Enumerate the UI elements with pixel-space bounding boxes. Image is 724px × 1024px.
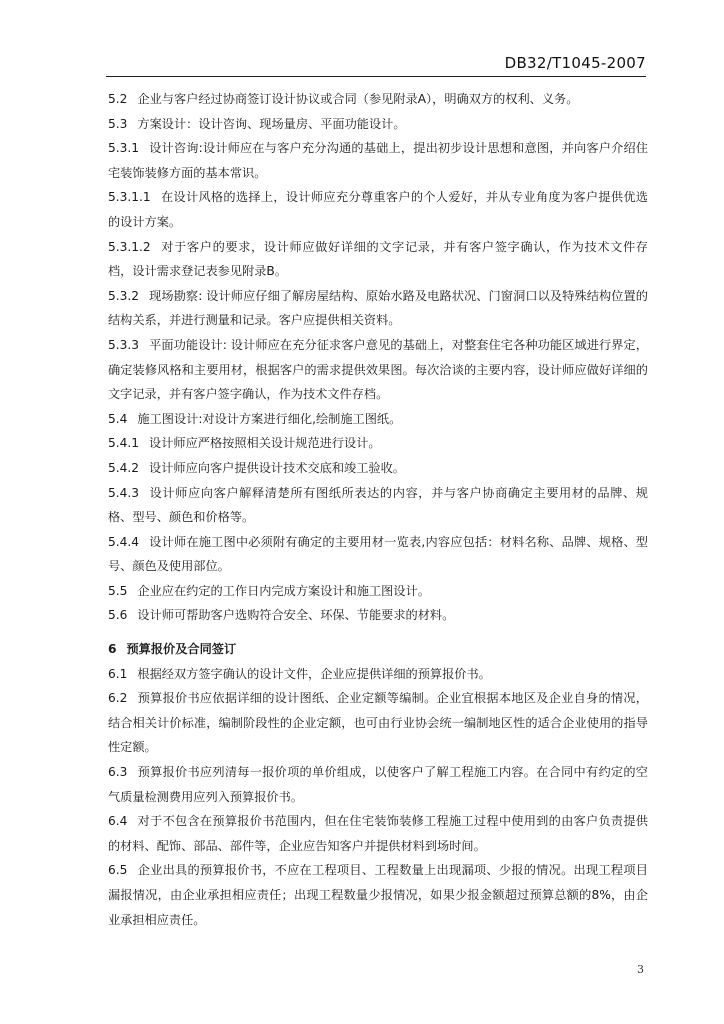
clause-5-6 [108, 603, 648, 628]
clause-text: 预算报价书应列清每一报价项的单价组成，以使客户了解工程施工内容。在合同中有约定的空气质量检测费用应列入预算报价书。 [108, 765, 648, 804]
clause-text: 施工图设计:对设计方案进行细化,绘制施工图纸。 [137, 411, 402, 426]
clause-text: 设计师应向客户解释清楚所有图纸所表达的内容，并与客户协商确定主要用材的品牌、规格、型号、颜色和价格等。 [108, 485, 648, 525]
clause-number: 5.3.1.2 [108, 239, 151, 254]
clause-text: 企业应在约定的工作日内完成方案设计和施工图设计。 [137, 583, 430, 598]
clause-5-3 [108, 112, 648, 137]
clause-text: 方案设计：设计咨询、现场量房、平面功能设计。 [137, 116, 406, 131]
header-divider [106, 76, 646, 77]
clause-text: 企业与客户经过协商签订设计协议或合同（参见附录A），明确双方的权利、义务。 [137, 92, 579, 106]
clause-number: 5.4.2 [108, 460, 140, 475]
clause-text: 现场勘察: 设计师应仔细了解房屋结构、原始水路及电路状况、门窗洞口以及特殊结构位置的结构关系，并进行测量和记录。客户应提供相关资料。 [108, 288, 648, 328]
clause-number: 5.3.3 [108, 337, 140, 352]
clause-text: 平面功能设计: 设计师应在充分征求客户意见的基础上，对整套住宅各种功能区域进行界定，确定装修风格和主要用材，根据客户的需求提供效果图。每次洽谈的主要内容，设计师应做好详细的文字记录，并有客户签字确认，作为技术文件存档。 [108, 337, 648, 402]
clause-text: 预算报价书应依据详细的设计图纸、企业定额等编制。企业宜根据本地区及企业自身的情况，结合相关计价标准，编制阶段性的企业定额，也可由行业协会统一编制地区性的适合企业使用的指导性定额。 [108, 691, 648, 755]
clause-6-1 [108, 662, 648, 687]
clause-5-5 [108, 579, 648, 604]
section-6-heading [108, 637, 648, 662]
clause-6-4 [108, 809, 648, 858]
clause-number: 5.3.1.1 [108, 190, 151, 205]
clause-text: 设计师应向客户提供设计技术交底和竣工验收。 [149, 460, 405, 475]
clause-5-3-1-1 [108, 185, 648, 234]
clause-5-4-2 [108, 456, 648, 481]
clause-5-2 [108, 87, 648, 112]
clause-text: 设计师可帮助客户选购符合安全、环保、节能要求的材料。 [137, 608, 455, 623]
clause-text: 根据经双方签字确认的设计文件，企业应提供详细的预算报价书。 [137, 666, 491, 681]
clause-number: 5.4.3 [108, 485, 140, 500]
clause-5-3-1 [108, 136, 648, 185]
clause-text: 设计师应严格按照相关设计规范进行设计。 [149, 436, 381, 451]
clause-number: 6.5 [108, 863, 128, 878]
clause-text: 企业出具的预算报价书，不应在工程项目、工程数量上出现漏项、少报的情况。出现工程项目漏报情况，由企业承担相应责任；出现工程数量少报情况，如果少报金额超过预算总额的8%，由企业承担相应责任。 [108, 863, 648, 927]
clause-6-3 [108, 760, 648, 809]
clause-number: 6.3 [108, 765, 128, 780]
clause-number: 6.1 [108, 666, 128, 681]
clause-number: 6.2 [108, 691, 128, 706]
clause-text: 设计咨询:设计师应在与客户充分沟通的基础上，提出初步设计思想和意图，并向客户介绍住宅装饰装修方面的基本常识。 [108, 141, 648, 180]
clause-number: 5.6 [108, 608, 128, 623]
clause-number: 5.3 [108, 116, 128, 131]
clause-text: 对于客户的要求，设计师应做好详细的文字记录，并有客户签字确认，作为技术文件存档，设计需求登记表参见附录B。 [108, 239, 648, 279]
clause-number: 5.5 [108, 583, 128, 598]
section-number: 6 [108, 642, 117, 657]
clause-5-4 [108, 407, 648, 432]
clause-number: 5.4 [108, 411, 128, 426]
clause-6-2 [108, 686, 648, 760]
clause-5-4-4 [108, 530, 648, 579]
clause-number: 6.4 [108, 814, 128, 829]
page-number: 3 [637, 963, 644, 976]
clause-number: 5.4.4 [108, 534, 140, 549]
clause-5-4-1 [108, 431, 648, 456]
clause-text: 在设计风格的选择上，设计师应充分尊重客户的个人爱好，并从专业角度为客户提供优选的设计方案。 [108, 190, 648, 229]
clause-number: 5.3.1 [108, 141, 140, 156]
clause-text: 设计师在施工图中必须附有确定的主要用材一览表,内容应包括：材料名称、品牌、规格、型号、颜色及使用部位。 [108, 534, 648, 574]
clause-5-4-3 [108, 481, 648, 530]
clause-number: 5.3.2 [108, 288, 140, 303]
clause-5-3-2 [108, 284, 648, 333]
clause-5-3-1-2 [108, 235, 648, 284]
clause-6-5 [108, 858, 648, 932]
clause-text: 对于不包含在预算报价书范围内，但在住宅装饰装修工程施工过程中使用到的由客户负责提供的材料、配饰、部品、部件等，企业应告知客户并提供材料到场时间。 [108, 814, 648, 853]
clause-number: 5.2 [108, 92, 128, 106]
document-body [108, 87, 648, 932]
clause-5-3-3 [108, 333, 648, 407]
section-title: 预算报价及合同签订 [126, 642, 237, 657]
clause-number: 5.4.1 [108, 436, 140, 451]
document-code: DB32/T1045-2007 [504, 54, 646, 72]
